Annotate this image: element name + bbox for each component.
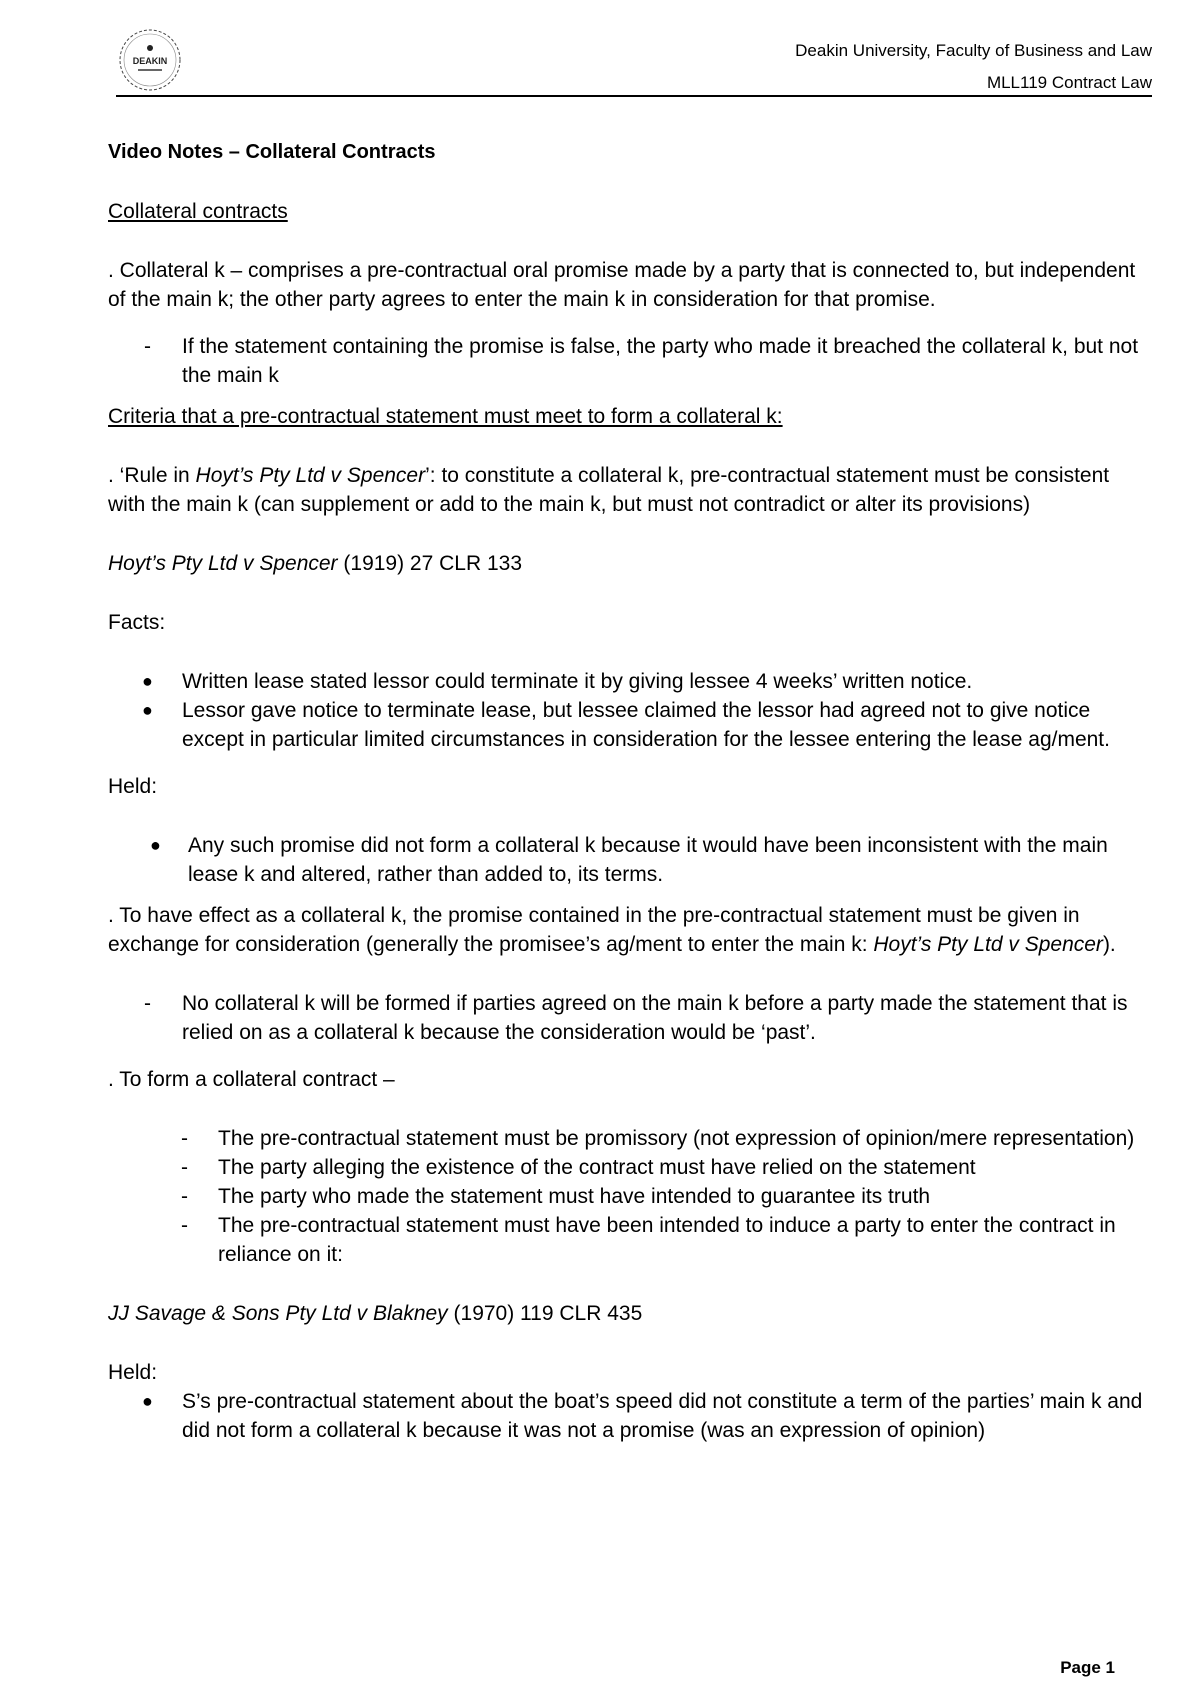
paragraph-rule-in-hoyts: . ‘Rule in Hoyt’s Pty Ltd v Spencer’: to constitute a collateral k, pre-contractual statement must be consistent with the main k (can supplement or add to the main k, but must not contradict or alter its provisions) (108, 464, 1110, 516)
bullet-marker: ● (142, 1391, 153, 1411)
dash-list-2 (108, 989, 1148, 1047)
case-citation-savage: JJ Savage & Sons Pty Ltd v Blakney (1970) 119 CLR 435 (108, 1302, 643, 1325)
logo-text: DEAKIN (132, 56, 168, 66)
form-collateral-intro: . To form a collateral contract – (108, 1068, 395, 1091)
held-label-2: Held: (108, 1361, 158, 1384)
dash-marker: - (181, 1185, 188, 1208)
dash-list-1 (108, 332, 1148, 390)
list-item: ● Lessor gave notice to terminate lease, but lessee claimed the lessor had agreed not to give notice except in particular limited circumstances in consideration for the lessee entering the lease ag/ment. (108, 696, 1148, 754)
list-item: - The party who made the statement must have intended to guarantee its truth (108, 1182, 1148, 1211)
list-item: ● Written lease stated lessor could terminate it by giving lessee 4 weeks’ written notice. (108, 667, 1148, 696)
case-citation-hoyts: Hoyt’s Pty Ltd v Spencer (1919) 27 CLR 133 (108, 552, 523, 575)
page-title: Video Notes – Collateral Contracts (108, 141, 436, 163)
page-number: Page 1 (1060, 1658, 1115, 1677)
header-institution: Deakin University, Faculty of Business and Law (795, 41, 1152, 60)
section-heading-collateral-contracts: Collateral contracts (108, 200, 288, 223)
dash-marker: - (181, 1127, 188, 1150)
facts-label: Facts: (108, 611, 166, 634)
page-header (795, 35, 1152, 99)
form-criteria-list (108, 1124, 1148, 1269)
dash-marker: - (181, 1214, 188, 1237)
list-item: - The party alleging the existence of the contract must have relied on the statement (108, 1153, 1148, 1182)
document-body (108, 138, 1148, 1445)
header-course: MLL119 Contract Law (986, 73, 1152, 92)
held-list-1 (108, 831, 1148, 889)
dash-marker: - (144, 992, 151, 1015)
facts-list (108, 667, 1148, 754)
header-divider (116, 95, 1152, 97)
paragraph-collateral-definition: . Collateral k – comprises a pre-contractual oral promise made by a party that is connected to, but independent of the main k; the other party agrees to enter the main k in consideration for that promise. (108, 259, 1136, 311)
bullet-marker: ● (150, 835, 161, 855)
paragraph-consideration: . To have effect as a collateral k, the promise contained in the pre-contractual statement must be given in exchange for consideration (generally the promisee’s ag/ment to enter the main k: Hoyt’s Pty Ltd v Spencer). (108, 904, 1116, 956)
list-item: - If the statement containing the promise is false, the party who made it breached the collateral k, but not the main k (108, 332, 1148, 390)
held-list-2 (108, 1387, 1148, 1445)
list-item: - The pre-contractual statement must have been intended to induce a party to enter the contract in reliance on it: (108, 1211, 1148, 1269)
list-item: ● Any such promise did not form a collateral k because it would have been inconsistent with the main lease k and altered, rather than added to, its terms. (108, 831, 1148, 889)
held-label-1: Held: (108, 775, 158, 798)
bullet-marker: ● (142, 671, 153, 691)
list-item: - The pre-contractual statement must be promissory (not expression of opinion/mere representation) (108, 1124, 1148, 1153)
section-heading-criteria: Criteria that a pre-contractual statement must meet to form a collateral k: (108, 405, 783, 428)
deakin-logo (118, 28, 182, 92)
list-item: ● S’s pre-contractual statement about the boat’s speed did not constitute a term of the parties’ main k and did not form a collateral k because it was not a promise (was an expression of opinion) (108, 1387, 1148, 1445)
list-item: - No collateral k will be formed if parties agreed on the main k before a party made the statement that is relied on as a collateral k because the consideration would be ‘past’. (108, 989, 1148, 1047)
bullet-marker: ● (142, 700, 153, 720)
dash-marker: - (144, 335, 151, 358)
dash-marker: - (181, 1156, 188, 1179)
